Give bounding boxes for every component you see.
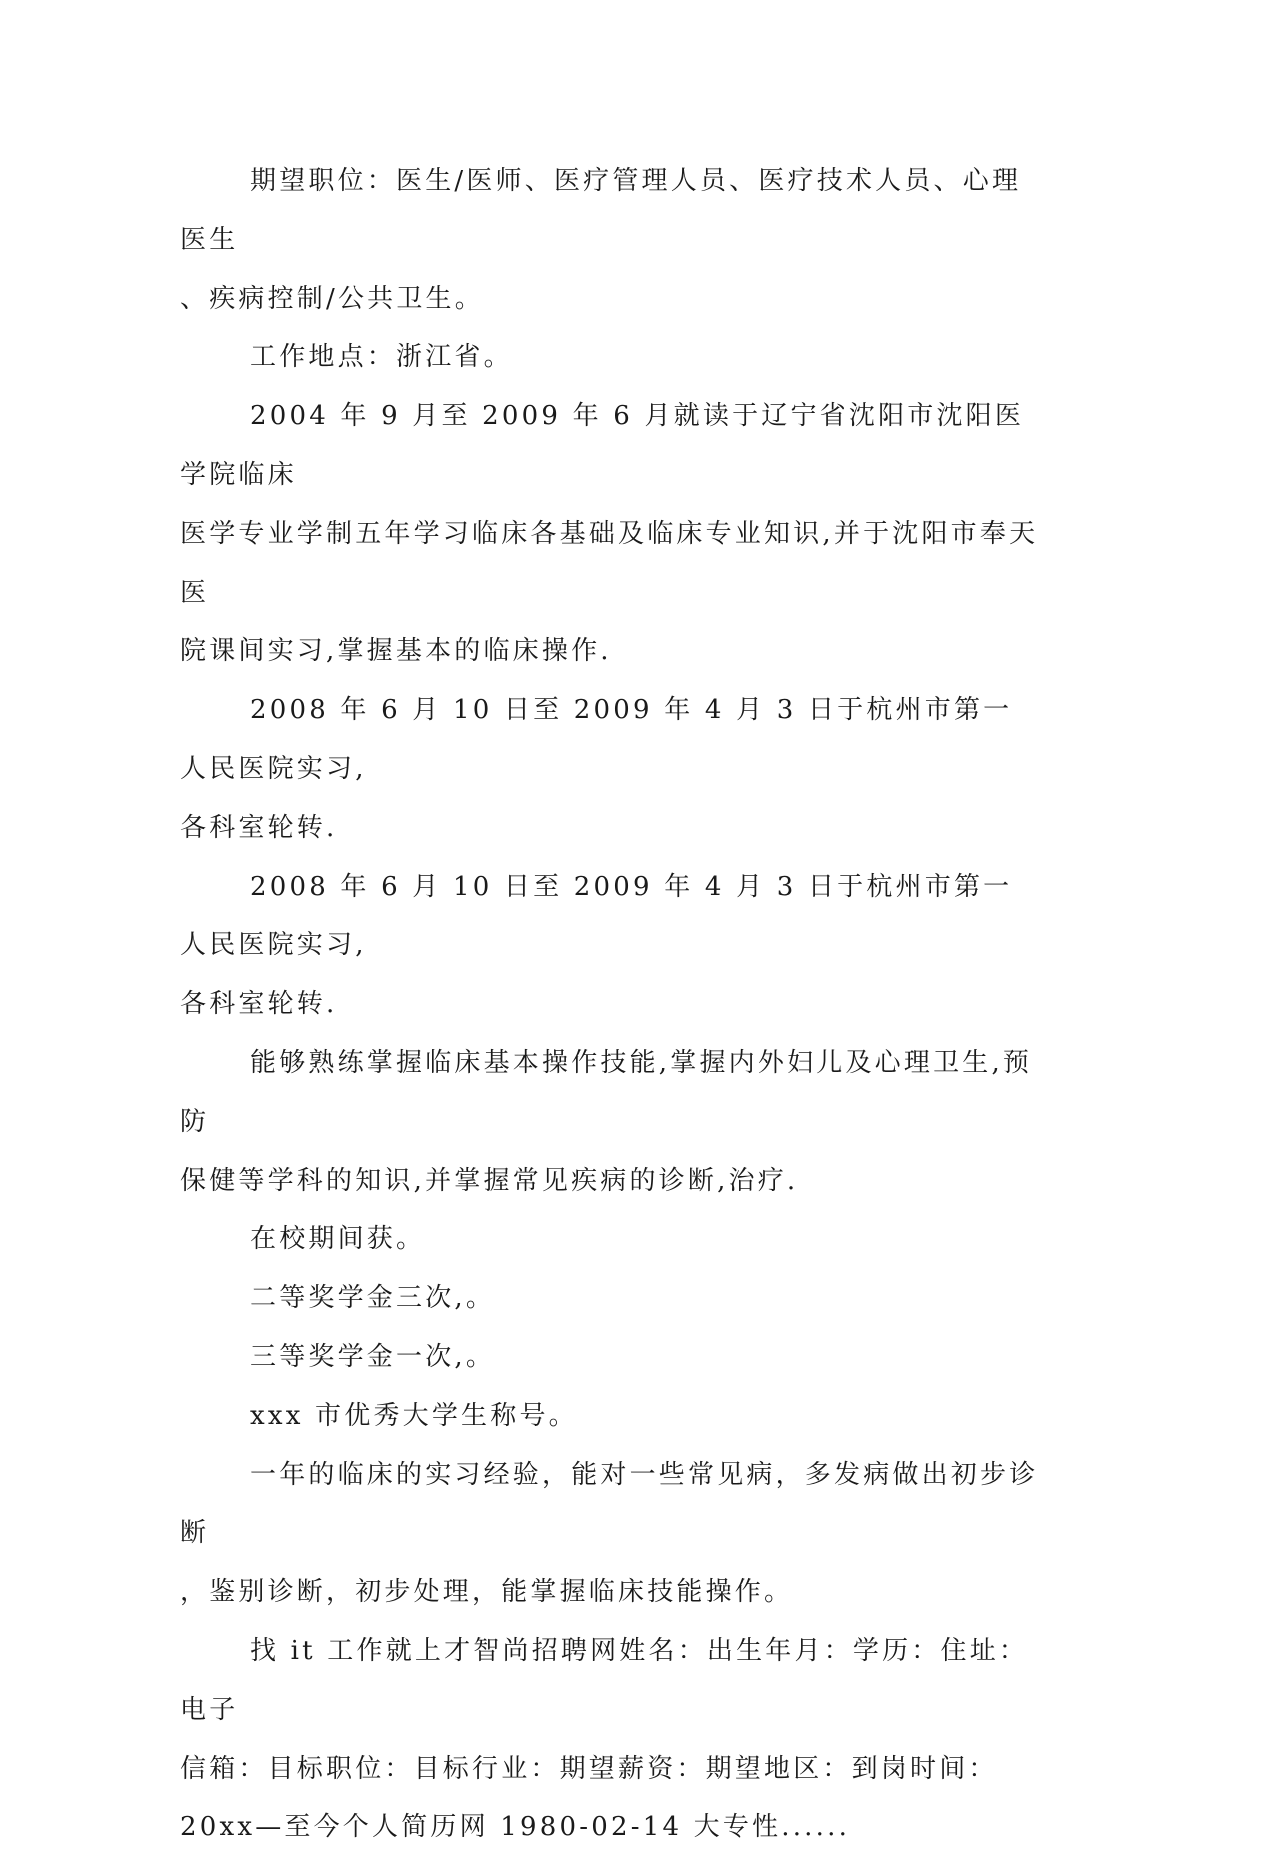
paragraph-award-third-class: 三等奖学金一次,。 [250, 1341, 496, 1372]
paragraph-award-second-class: 二等奖学金三次,。 [250, 1283, 496, 1314]
document-page [180, 152, 1040, 1857]
paragraph-desired-position: 期望职位：医生/医师、医疗管理人员、医疗技术人员、心理医生 、疾病控制/公共卫生。 [180, 166, 1022, 314]
paragraph-resume-fields: 找 it 工作就上才智尚招聘网姓名：出生年月：学历：住址：电子 信箱：目标职位：目标行业：期望薪资：期望地区：到岗时间： 20xx—至今个人简历网 1980-02-14 大专性...... [180, 1635, 1029, 1843]
paragraph-skills: 能够熟练掌握临床基本操作技能,掌握内外妇儿及心理卫生,预防 保健等学科的知识,并掌握常见疾病的诊断,治疗. [180, 1047, 1033, 1196]
paragraph-internship-2: 2008 年 6 月 10 日至 2009 年 4 月 3 日于杭州市第一人民医院实习, 各科室轮转. [180, 871, 1013, 1020]
paragraph-internship-1: 2008 年 6 月 10 日至 2009 年 4 月 3 日于杭州市第一人民医院实习, 各科室轮转. [180, 695, 1013, 843]
paragraph-work-location: 工作地点：浙江省。 [250, 342, 513, 373]
paragraph-experience: 一年的临床的实习经验，能对一些常见病，多发病做出初步诊断 ，鉴别诊断，初步处理，能掌握临床技能操作。 [180, 1459, 1039, 1608]
paragraph-award-honor: xxx 市优秀大学生称号。 [250, 1400, 578, 1431]
paragraph-awards-intro: 在校期间获。 [250, 1224, 426, 1255]
paragraph-education: 2004 年 9 月至 2009 年 6 月就读于辽宁省沈阳市沈阳医学院临床 医学专业学制五年学习临床各基础及临床专业知识,并于沈阳市奉天医 院课间实习,掌握基本的临床操作. [180, 401, 1039, 667]
